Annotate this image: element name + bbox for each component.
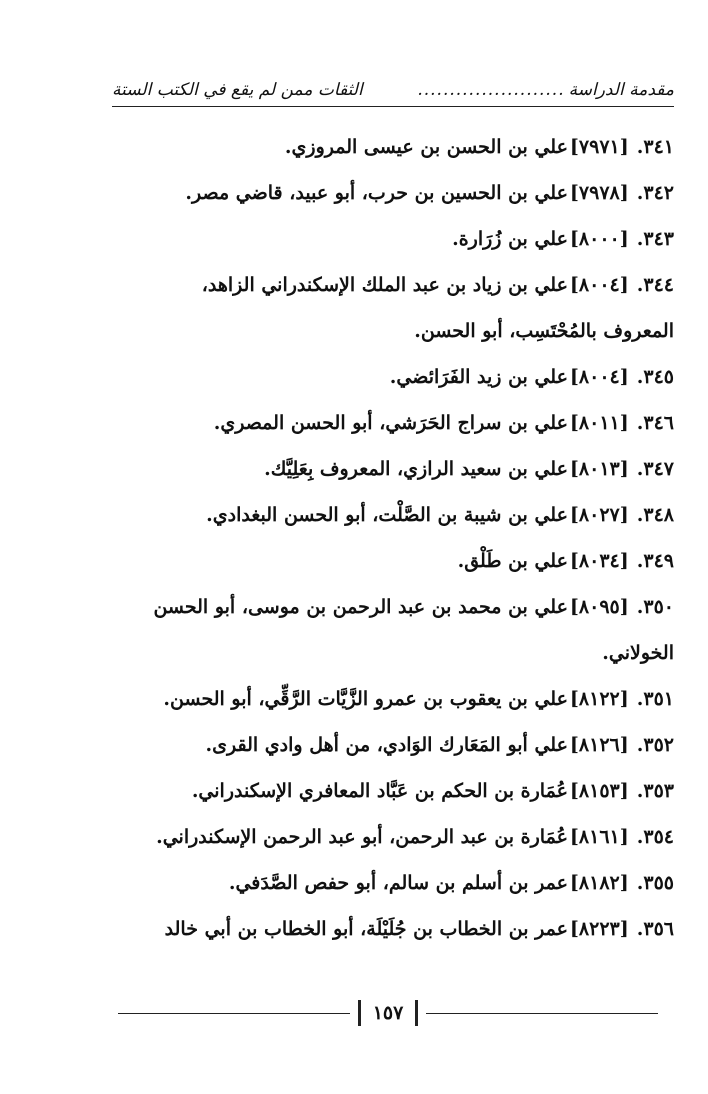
- entry-number: ٣٥٢.: [636, 734, 674, 756]
- list-item: [112, 768, 674, 814]
- entry-text: عمر بن الخطاب بن جُلَيْلَة، أبو الخطاب بن أبي خالد: [164, 918, 568, 940]
- entry-text: علي بن يعقوب بن عمرو الزَّيَّات الرَّقِّي، أبو الحسن.: [163, 688, 568, 710]
- list-item: [112, 860, 674, 906]
- entry-ref: [٧٩٧١]: [569, 136, 629, 158]
- entry-number: ٣٤٤.: [636, 274, 674, 296]
- header-section-label: مقدمة الدراسة: [568, 80, 674, 100]
- list-item: [112, 400, 674, 446]
- entry-text: علي بن سراج الحَرَشي، أبو الحسن المصري.: [213, 412, 568, 434]
- list-item: [112, 722, 674, 768]
- list-item: [112, 814, 674, 860]
- entry-ref: [٨٠٩٥]: [569, 596, 629, 618]
- entry-number: ٣٤٣.: [636, 228, 674, 250]
- entry-ref: [٨١٦١]: [569, 826, 629, 848]
- entry-text: علي أبو المَعَارك الوَادي، من أهل وادي القرى.: [205, 734, 568, 756]
- list-item: [112, 906, 674, 952]
- entry-continuation: المعروف بالمُحْتَسِب، أبو الحسن.: [414, 320, 674, 342]
- entry-ref: [٨١٥٣]: [569, 780, 629, 802]
- entry-number: ٣٤٢.: [636, 182, 674, 204]
- entry-text: عُمَارة بن عبد الرحمن، أبو عبد الرحمن الإسكندراني.: [156, 826, 568, 848]
- entry-continuation: الخولاني.: [602, 642, 674, 664]
- entry-list: [112, 124, 674, 952]
- running-header: [112, 80, 674, 100]
- entry-text: علي بن زُرَارة.: [452, 228, 568, 250]
- entry-text: علي بن طَلْق.: [457, 550, 568, 572]
- header-leader-dots: .......................: [417, 80, 565, 100]
- footer-rule-right: [426, 1013, 658, 1014]
- entry-text: عُمَارة بن الحكم بن عَبَّاد المعافري الإسكندراني.: [191, 780, 568, 802]
- header-book-title: الثقات ممن لم يقع في الكتب الستة: [112, 80, 363, 100]
- header-rule: [112, 106, 674, 107]
- list-item: [112, 354, 674, 400]
- entry-number: ٣٤٥.: [636, 366, 674, 388]
- entry-ref: [٨٠٠٤]: [569, 274, 629, 296]
- list-item: [112, 124, 674, 170]
- list-item: [112, 262, 674, 354]
- page-number: ١٥٧: [358, 1000, 418, 1026]
- entry-text: علي بن الحسين بن حرب، أبو عبيد، قاضي مصر.: [185, 182, 568, 204]
- entry-ref: [٨٠٣٤]: [569, 550, 629, 572]
- entry-text: عمر بن أسلم بن سالم، أبو حفص الصَّدَفي.: [228, 872, 568, 894]
- entry-number: ٣٤١.: [636, 136, 674, 158]
- entry-ref: [٨٠١١]: [569, 412, 629, 434]
- entry-ref: [٧٩٧٨]: [569, 182, 629, 204]
- entry-ref: [٨٠٢٧]: [569, 504, 629, 526]
- page-footer: [118, 1000, 658, 1026]
- entry-number: ٣٤٧.: [636, 458, 674, 480]
- entry-number: ٣٥٥.: [636, 872, 674, 894]
- footer-rule-left: [118, 1013, 350, 1014]
- list-item: [112, 676, 674, 722]
- entry-text: علي بن زياد بن عبد الملك الإسكندراني الزاهد،: [201, 274, 568, 296]
- entry-number: ٣٥٦.: [636, 918, 674, 940]
- entry-ref: [٨١٢٢]: [569, 688, 629, 710]
- entry-text: علي بن محمد بن عبد الرحمن بن موسى، أبو الحسن: [153, 596, 568, 618]
- entry-text: علي بن سعيد الرازي، المعروف بِعَلِيَّك.: [264, 458, 568, 480]
- entry-ref: [٨٠١٣]: [569, 458, 629, 480]
- entry-number: ٣٤٩.: [636, 550, 674, 572]
- entry-number: ٣٥٠.: [636, 596, 674, 618]
- list-item: [112, 584, 674, 676]
- list-item: [112, 170, 674, 216]
- entry-text: علي بن شيبة بن الصَّلْت، أبو الحسن البغدادي.: [206, 504, 568, 526]
- entry-number: ٣٥٤.: [636, 826, 674, 848]
- entry-number: ٣٥١.: [636, 688, 674, 710]
- entry-number: ٣٤٨.: [636, 504, 674, 526]
- entry-text: علي بن الحسن بن عيسى المروزي.: [284, 136, 568, 158]
- entry-ref: [٨١٨٢]: [569, 872, 629, 894]
- entry-ref: [٨٠٠٠]: [569, 228, 629, 250]
- entry-text: علي بن زيد الفَرَائضي.: [389, 366, 568, 388]
- entry-number: ٣٤٦.: [636, 412, 674, 434]
- entry-ref: [٨١٢٦]: [569, 734, 629, 756]
- list-item: [112, 492, 674, 538]
- list-item: [112, 446, 674, 492]
- entry-ref: [٨٠٠٤]: [569, 366, 629, 388]
- entry-number: ٣٥٣.: [636, 780, 674, 802]
- list-item: [112, 538, 674, 584]
- entry-ref: [٨٢٢٣]: [569, 918, 629, 940]
- list-item: [112, 216, 674, 262]
